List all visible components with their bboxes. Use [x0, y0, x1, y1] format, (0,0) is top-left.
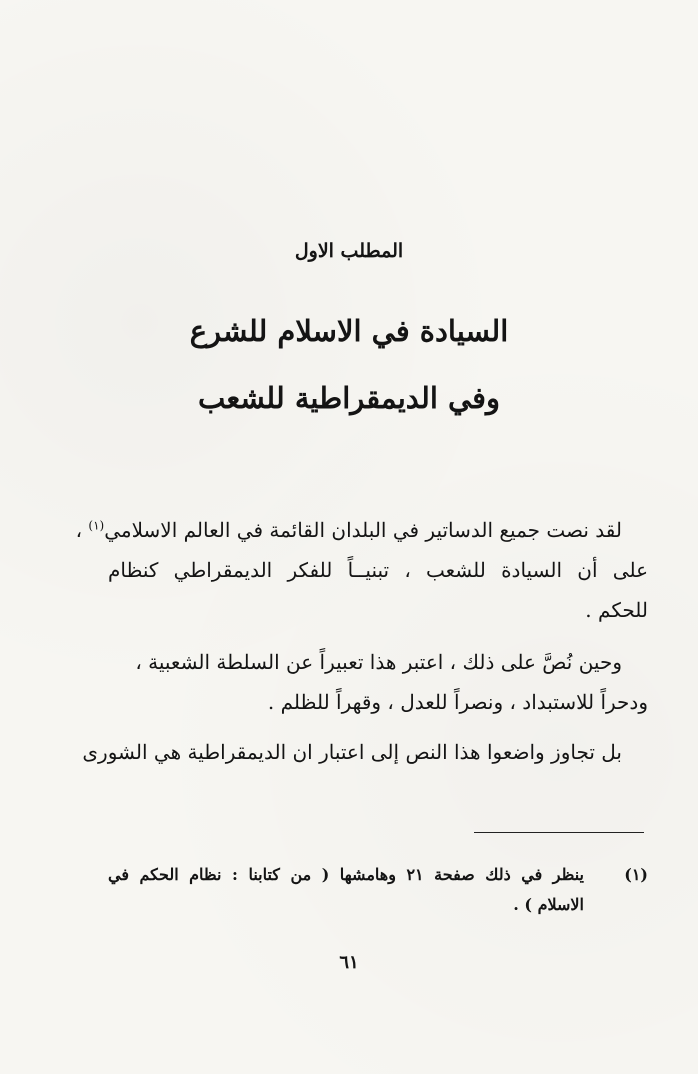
page-number: ٦١ [339, 952, 359, 973]
paragraph-1-line-1 [75, 510, 648, 550]
chapter-title-line-2: وفي الديمقراطية للشعب [197, 381, 501, 415]
footnote-marker: (١) [624, 865, 648, 884]
footnote [108, 860, 648, 920]
paragraph-2-line-1: وحين نُصَّ على ذلك ، اعتبر هذا تعبيراً عن السلطة الشعبية ، [135, 650, 622, 674]
paragraph-1 [75, 510, 648, 630]
paragraph-2 [108, 642, 648, 722]
paragraph-1-line-2: على أن السيادة للشعب ، تبنيــاً للفكر الديمقراطي كنظام [108, 558, 648, 582]
paragraph-3 [82, 732, 648, 772]
paragraph-1-line-1-text: لقد نصت جميع الدساتير في البلدان القائمة في العالم الاسلامي [104, 518, 622, 542]
paragraph-3-line-1: بل تجاوز واضعوا هذا النص إلى اعتبار ان الديمقراطية هي الشورى [82, 740, 622, 764]
chapter-title-line-1: السيادة في الاسلام للشرع [189, 314, 509, 348]
footnote-text [108, 860, 584, 920]
paragraph-2-line-2: ودحراً للاستبداد ، ونصراً للعدل ، وقهراً للظلم . [267, 690, 648, 714]
paragraph-1-line-3: للحكم . [585, 598, 648, 622]
footnote-line-2: الاسلام ) . [513, 895, 584, 914]
footnote-row [108, 860, 648, 920]
footnote-line-1: ينظر في ذلك صفحة ٢١ وهامشها ( من كتابنا : نظام الحكم في [108, 865, 584, 884]
footnote-reference[interactable]: (١) [88, 518, 105, 533]
footnote-divider [474, 832, 644, 833]
section-label: المطلب الاول [294, 240, 404, 262]
paragraph-1-line-1-end: ، [75, 518, 83, 542]
